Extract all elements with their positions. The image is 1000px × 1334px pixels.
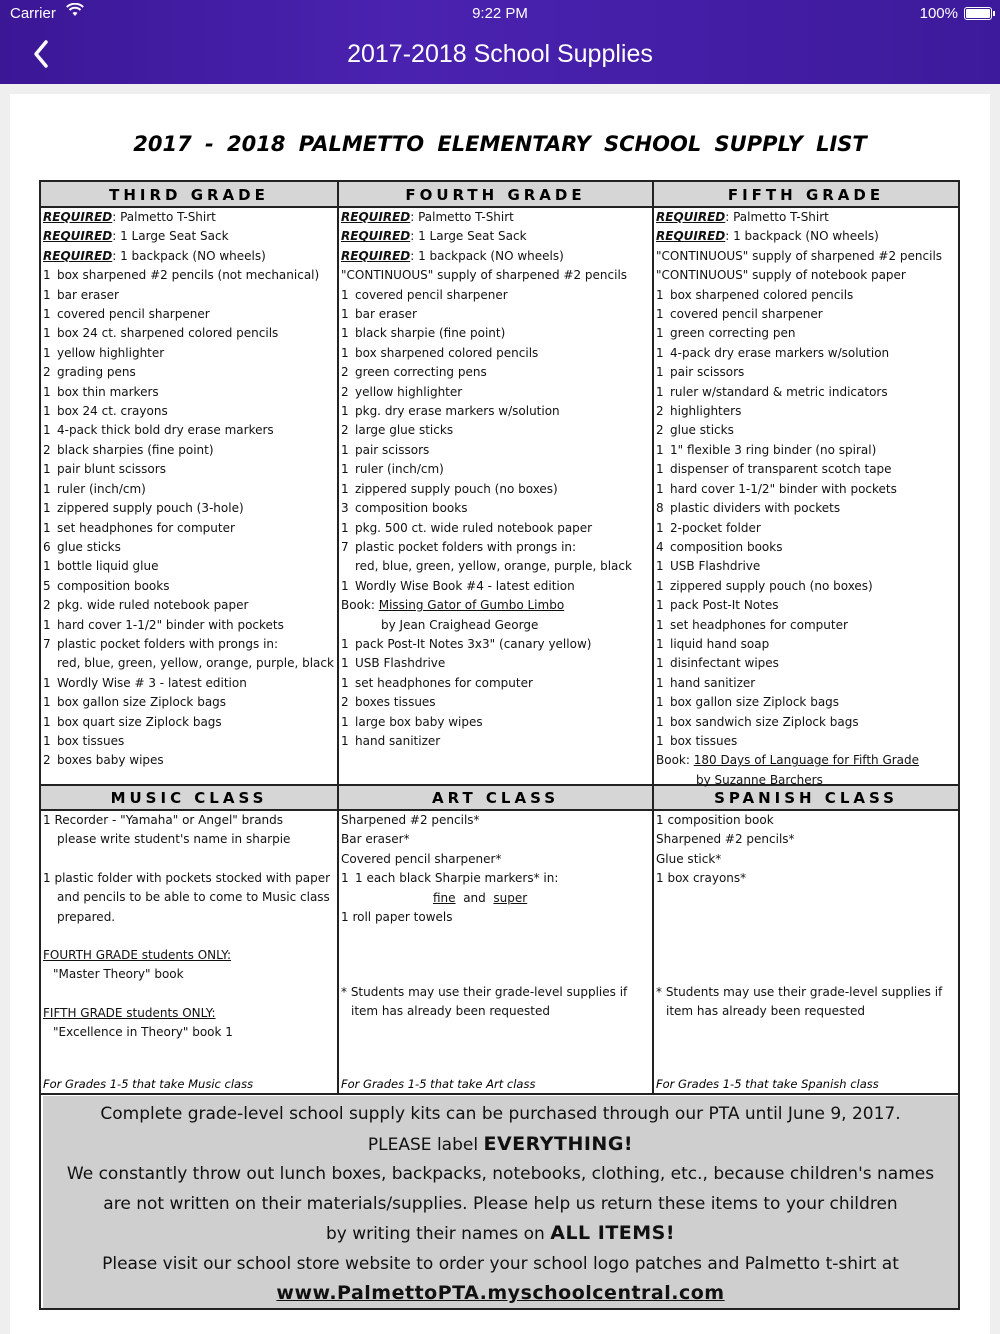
divider — [41, 1093, 958, 1095]
list-item: 1 pkg. dry erase markers w/solution — [341, 404, 560, 419]
list-item: 1 ruler (inch/cm) — [43, 481, 146, 496]
status-bar — [0, 0, 1000, 28]
pta-notice — [43, 1096, 958, 1308]
spanish-note-line: * Students may use their grade-level supplies if — [656, 985, 943, 999]
list-item: red, blue, green, yellow, orange, purple, black — [57, 656, 334, 671]
list-item: 2 pkg. wide ruled notebook paper — [43, 598, 249, 613]
list-item: 1 pair scissors — [341, 442, 430, 457]
list-item: 1 hard cover 1-1/2" binder with pockets — [43, 617, 284, 632]
list-item: REQUIRED: 1 Large Seat Sack — [43, 229, 229, 244]
notice-text: PLEASE label — [367, 1134, 484, 1155]
document-title: 2017 - 2018 PALMETTO ELEMENTARY SCHOOL SUPPLY LIST — [133, 132, 867, 156]
notice-line — [43, 1219, 958, 1250]
list-item: 3 composition books — [341, 501, 468, 516]
list-item: 1 ruler (inch/cm) — [341, 462, 444, 477]
list-item: 8 plastic dividers with pockets — [656, 501, 841, 516]
fifth-grade-header: FIFTH GRADE — [727, 186, 885, 204]
list-item: 2 highlighters — [656, 404, 742, 419]
list-item: 1 box 24 ct. sharpened colored pencils — [43, 326, 279, 341]
notice-line: are not written on their materials/supplies. Please help us return these items to your children — [103, 1193, 898, 1214]
list-item: 2 grading pens — [43, 365, 136, 380]
list-item: 1 Wordly Wise # 3 - latest edition — [43, 675, 247, 690]
list-item: 1 disinfectant wipes — [656, 656, 779, 671]
list-item — [341, 889, 558, 908]
nav-title: 2017-2018 School Supplies — [347, 40, 653, 68]
list-item: 1 hand sanitizer — [341, 733, 441, 748]
list-item: red, blue, green, yellow, orange, purple, black — [355, 559, 632, 574]
notice-emphasis: ALL ITEMS! — [550, 1222, 676, 1244]
list-item: 1 box thin markers — [43, 384, 159, 399]
list-item — [43, 1004, 330, 1023]
list-item: 2 green correcting pens — [341, 365, 487, 380]
list-item: 1 bar eraser — [341, 307, 417, 322]
list-item: 1 box 24 ct. crayons — [43, 404, 168, 419]
list-item: "CONTINUOUS" supply of notebook paper — [656, 268, 906, 283]
list-item: 1 green correcting pen — [656, 326, 796, 341]
art-footer: For Grades 1-5 that take Art class — [341, 1077, 536, 1091]
list-item: Book: Missing Gator of Gumbo Limbo — [341, 598, 565, 613]
list-item: 1 box sharpened colored pencils — [656, 287, 854, 302]
fifth-grade-note: FIFTH GRADE students ONLY: — [43, 1005, 216, 1020]
list-item: Sharpened #2 pencils* — [341, 813, 480, 827]
list-item: prepared. — [57, 909, 116, 924]
divider — [337, 182, 339, 1093]
list-item: 1 box gallon size Ziplock bags — [43, 695, 227, 710]
list-item: 1 box quart size Ziplock bags — [43, 714, 222, 729]
list-item: 2 glue sticks — [656, 423, 734, 438]
list-item: 1 bottle liquid glue — [43, 559, 159, 574]
list-item: 2 black sharpies (fine point) — [43, 442, 214, 457]
list-item — [43, 946, 330, 965]
list-item: 1 box tissues — [43, 733, 125, 748]
list-item: 1 2-pocket folder — [656, 520, 761, 535]
battery-percent: 100% — [919, 5, 958, 22]
list-item: 1 dispenser of transparent scotch tape — [656, 462, 892, 477]
notice-emphasis: EVERYTHING! — [483, 1132, 634, 1155]
list-item: 1 4-pack thick bold dry erase markers — [43, 423, 274, 438]
list-item: 1 4-pack dry erase markers w/solution — [656, 345, 890, 360]
spanish-class-header: SPANISH CLASS — [714, 789, 898, 807]
list-item: 1 box tissues — [656, 733, 738, 748]
list-item: 1 1 each black Sharpie markers* in: — [341, 871, 559, 886]
list-item: 1 zippered supply pouch (no boxes) — [341, 481, 558, 496]
list-item: 1 black sharpie (fine point) — [341, 326, 506, 341]
fourth-grade-header: FOURTH GRADE — [405, 186, 586, 204]
list-item: 2 boxes tissues — [341, 695, 436, 710]
list-item: 1 set headphones for computer — [656, 617, 848, 632]
list-item: 1 zippered supply pouch (no boxes) — [656, 578, 873, 593]
carrier-label: Carrier — [10, 5, 56, 22]
list-item: 1 USB Flashdrive — [656, 559, 761, 574]
list-item: Bar eraser* — [341, 832, 410, 847]
list-item: 1 pair scissors — [656, 365, 745, 380]
clock: 9:22 PM — [472, 5, 528, 22]
pta-website-link[interactable]: www.PalmettoPTA.myschoolcentral.com — [276, 1282, 725, 1304]
list-item: REQUIRED: 1 backpack (NO wheels) — [656, 229, 879, 244]
list-item: by Suzanne Barchers — [696, 772, 823, 787]
list-item: 1 box sharpened #2 pencils (not mechanical) — [43, 268, 320, 283]
notice-line — [43, 1279, 958, 1310]
list-item: 1 covered pencil sharpener — [341, 287, 508, 302]
list-item: 1 covered pencil sharpener — [43, 307, 210, 322]
list-item: 1 Wordly Wise Book #4 - latest edition — [341, 578, 575, 593]
list-item: 1 set headphones for computer — [341, 675, 533, 690]
list-item: REQUIRED: 1 backpack (NO wheels) — [341, 248, 564, 263]
fifth-grade-list — [656, 208, 942, 790]
list-item: REQUIRED: Palmetto T-Shirt — [341, 210, 514, 224]
app-header — [0, 0, 1000, 84]
notice-line — [43, 1130, 958, 1161]
art-note-line: * Students may use their grade-level supplies if — [341, 985, 628, 999]
music-class-list — [43, 811, 330, 1043]
list-item: 1 large box baby wipes — [341, 714, 483, 729]
list-item: 1 roll paper towels — [341, 910, 453, 925]
list-item: by Jean Craighead George — [381, 617, 539, 632]
list-item: 1 pack Post-It Notes 3x3" (canary yellow) — [341, 636, 592, 651]
divider — [652, 182, 654, 1093]
spanish-class-list — [656, 811, 795, 889]
list-item: 1 hand sanitizer — [656, 675, 756, 690]
art-note — [341, 983, 627, 1022]
list-item: 1 pack Post-It Notes — [656, 598, 779, 613]
third-grade-header: THIRD GRADE — [109, 186, 269, 204]
list-item: and pencils to be able to come to Music class — [57, 890, 330, 905]
list-item: 1 zippered supply pouch (3-hole) — [43, 501, 244, 516]
art-note-line: item has already been requested — [351, 1004, 550, 1019]
list-item: 1 composition book — [656, 813, 774, 827]
list-item: "CONTINUOUS" supply of sharpened #2 pencils — [656, 248, 943, 263]
spanish-note-line: item has already been requested — [666, 1004, 865, 1019]
list-item: please write student's name in sharpie — [57, 832, 291, 847]
list-item: 1 yellow highlighter — [43, 345, 165, 360]
list-item: REQUIRED: Palmetto T-Shirt — [43, 210, 216, 224]
sharpie-line: 1 each black Sharpie markers* in: — [355, 871, 559, 886]
list-item: 7 plastic pocket folders with prongs in: — [341, 539, 577, 554]
art-class-header: ART CLASS — [431, 789, 560, 807]
list-item: REQUIRED: 1 backpack (NO wheels) — [43, 248, 266, 263]
list-item: "Excellence in Theory" book 1 — [53, 1025, 233, 1040]
list-item: "Master Theory" book — [53, 967, 184, 982]
art-class-list — [341, 811, 558, 927]
list-item: 2 boxes baby wipes — [43, 753, 164, 768]
list-item: 7 plastic pocket folders with prongs in: — [43, 636, 279, 651]
list-item: 1 box sandwich size Ziplock bags — [656, 714, 859, 729]
super-option: super — [493, 890, 528, 905]
list-item: 1 plastic folder with pockets stocked with paper — [43, 870, 331, 885]
list-item: 1 covered pencil sharpener — [656, 307, 823, 322]
list-item: 1 liquid hand soap — [656, 636, 770, 651]
list-item: Book: 180 Days of Language for Fifth Grade — [656, 753, 920, 768]
list-item: 1 bar eraser — [43, 287, 119, 302]
battery-icon — [964, 7, 992, 20]
list-item: 1 USB Flashdrive — [341, 656, 446, 671]
music-footer: For Grades 1-5 that take Music class — [43, 1077, 254, 1091]
notice-line: Complete grade-level school supply kits can be purchased through our PTA until June 9, 2017. — [100, 1104, 901, 1124]
list-item: 5 composition books — [43, 578, 170, 593]
list-item: 2 yellow highlighter — [341, 384, 463, 399]
list-item: 1 box crayons* — [656, 871, 747, 886]
fourth-grade-list — [341, 208, 632, 751]
list-item: 1 ruler w/standard & metric indicators — [656, 384, 888, 399]
third-grade-list — [43, 208, 334, 771]
notice-line: Please visit our school store website to order your school logo patches and Palmetto t-shirt at — [102, 1253, 899, 1274]
list-item: Glue stick* — [656, 851, 722, 866]
list-item: 1 box sharpened colored pencils — [341, 345, 539, 360]
list-item: 4 composition books — [656, 539, 783, 554]
list-item: 6 glue sticks — [43, 539, 121, 554]
music-class-header: MUSIC CLASS — [110, 789, 268, 807]
fine-option: fine — [433, 890, 456, 905]
list-item: 2 large glue sticks — [341, 423, 454, 438]
list-item: 1 pair blunt scissors — [43, 462, 166, 477]
spanish-note — [656, 983, 942, 1022]
list-item: Sharpened #2 pencils* — [656, 832, 795, 847]
list-item: REQUIRED: Palmetto T-Shirt — [656, 210, 829, 224]
notice-line: We constantly throw out lunch boxes, backpacks, notebooks, clothing, etc., because children's names — [66, 1164, 935, 1184]
list-item: 1 set headphones for computer — [43, 520, 235, 535]
list-item: 1 Recorder - "Yamaha" or Angel" brands — [43, 813, 284, 827]
list-item: 1 1" flexible 3 ring binder (no spiral) — [656, 442, 877, 457]
notice-text: by writing their names on — [325, 1224, 551, 1244]
list-item: Covered pencil sharpener* — [341, 851, 502, 866]
list-item: 1 box gallon size Ziplock bags — [656, 695, 840, 710]
list-item: 1 pkg. 500 ct. wide ruled notebook paper — [341, 520, 593, 535]
spanish-footer: For Grades 1-5 that take Spanish class — [656, 1077, 879, 1091]
list-item: REQUIRED: 1 Large Seat Sack — [341, 229, 527, 244]
supply-table — [39, 180, 960, 1310]
and-text: and — [463, 890, 486, 905]
list-item: "CONTINUOUS" supply of sharpened #2 pencils — [341, 268, 628, 283]
list-item: 1 hard cover 1-1/2" binder with pockets — [656, 481, 897, 496]
fourth-grade-note: FOURTH GRADE students ONLY: — [43, 948, 231, 963]
